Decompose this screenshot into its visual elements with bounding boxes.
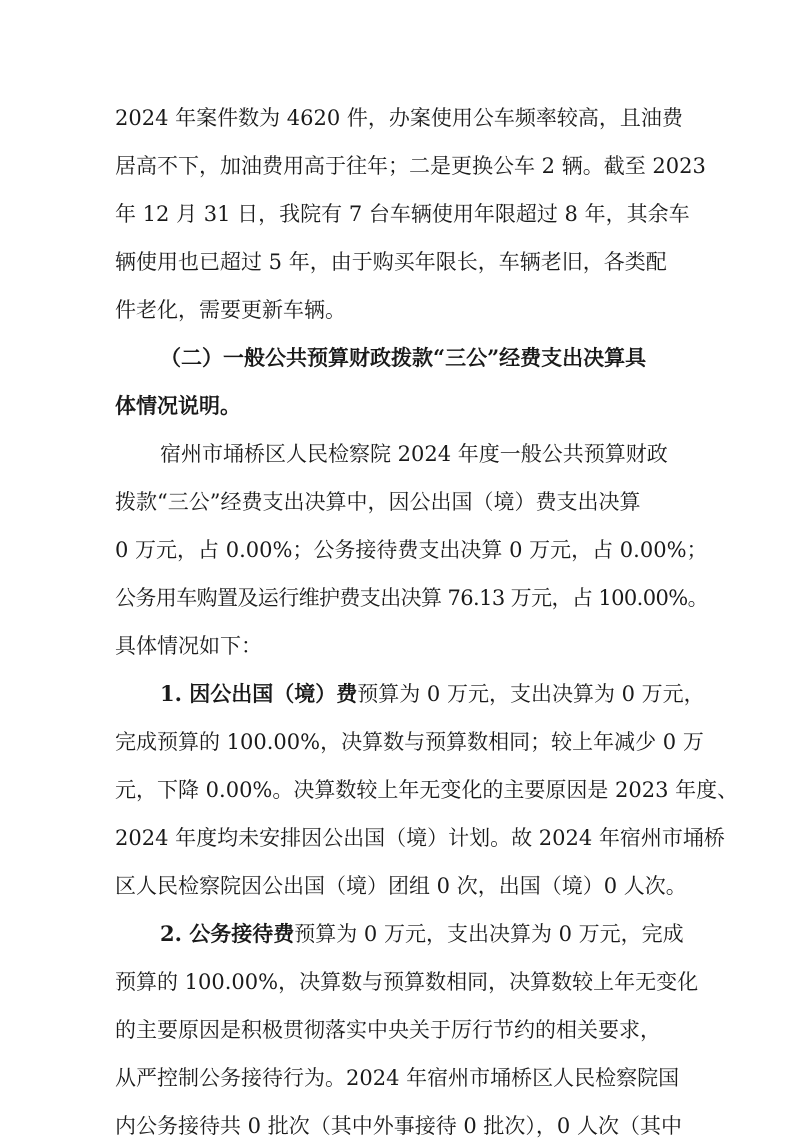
text-line — [160, 674, 705, 714]
text-line: 2024 年案件数为 4620 件，办案使用公车频率较高，且油费 — [115, 106, 683, 130]
text-line: 预算的 100.00%，决算数与预算数相同，决算数较上年无变化 — [115, 970, 699, 994]
text-line: 2024 年度均未安排因公出国（境）计划。故 2024 年宿州市埇桥 — [115, 826, 725, 850]
section-heading: （二）一般公共预算财政拨款“三公”经费支出决算具 — [160, 345, 647, 370]
text-line: 宿州市埇桥区人民检察院 2024 年度一般公共预算财政 — [160, 442, 668, 466]
text-line: 件老化，需要更新车辆。 — [115, 298, 346, 322]
section-heading-cont: 体情况说明。 — [115, 393, 241, 418]
text-line — [160, 914, 684, 954]
text-line: 的主要原因是积极贯彻落实中央关于厉行节约的相关要求， — [115, 1018, 661, 1042]
text-line: 年 12 月 31 日，我院有 7 台车辆使用年限超过 8 年，其余车 — [115, 202, 690, 226]
text-line: 拨款“三公”经费支出决算中，因公出国（境）费支出决算 — [115, 490, 641, 514]
text-line: 0 万元，占 0.00%；公务接待费支出决算 0 万元，占 0.00%； — [115, 538, 708, 562]
subheading-reception: 2. 公务接待费 — [160, 921, 295, 946]
subheading-travel: 1. 因公出国（境）费 — [160, 681, 358, 706]
text-line: 区人民检察院因公出国（境）团组 0 次，出国（境）0 人次。 — [115, 874, 687, 898]
text-line: 完成预算的 100.00%，决算数与预算数相同；较上年减少 0 万 — [115, 730, 704, 754]
text-line: 元，下降 0.00%。决算数较上年无变化的主要原因是 2023 年度、 — [115, 778, 739, 802]
text-span: 预算为 0 万元，支出决算为 0 万元， — [357, 682, 705, 706]
text-line: 具体情况如下： — [115, 634, 262, 658]
text-line: 公务用车购置及运行维护费支出决算 76.13 万元，占 100.00%。 — [115, 586, 708, 610]
text-line: 内公务接待共 0 批次（其中外事接待 0 批次），0 人次（其中 — [115, 1114, 682, 1138]
text-span: 预算为 0 万元，支出决算为 0 万元，完成 — [294, 922, 684, 946]
text-line: 辆使用也已超过 5 年，由于购买年限长，车辆老旧，各类配 — [115, 250, 667, 274]
text-line: 从严控制公务接待行为。2024 年宿州市埇桥区人民检察院国 — [115, 1066, 680, 1090]
text-line: 居高不下，加油费用高于往年；二是更换公车 2 辆。截至 2023 — [115, 154, 706, 178]
